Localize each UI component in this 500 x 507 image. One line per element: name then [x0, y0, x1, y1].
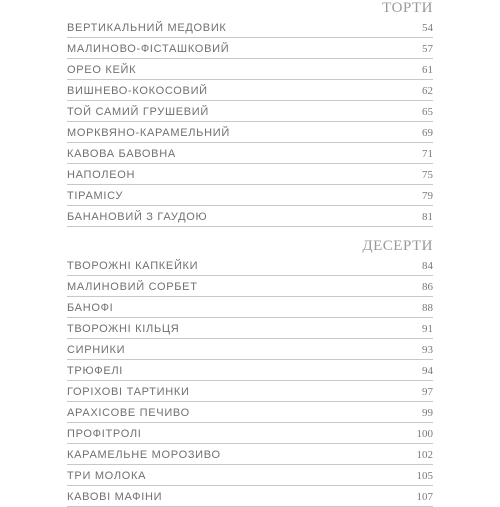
page-number: 84	[422, 260, 433, 272]
table-of-contents	[67, 0, 433, 507]
page-number: 99	[422, 407, 433, 419]
toc-entry[interactable]	[67, 360, 433, 381]
page-number: 65	[422, 106, 433, 118]
page-number: 62	[422, 85, 433, 97]
recipe-name: БАНОФІ	[67, 302, 114, 314]
page-number: 79	[422, 190, 433, 202]
recipe-name: ВЕРТИКАЛЬНИЙ МЕДОВИК	[67, 22, 227, 34]
recipe-name: ТВОРОЖНІ КІЛЬЦЯ	[67, 323, 180, 335]
page-number: 86	[422, 281, 433, 293]
page-number: 100	[416, 428, 433, 440]
recipe-name: ТРИ МОЛОКА	[67, 470, 147, 482]
toc-entry[interactable]	[67, 381, 433, 402]
page-number: 69	[422, 127, 433, 139]
recipe-name: БАНАНОВИЙ З ГАУДОЮ	[67, 211, 208, 223]
toc-entry[interactable]	[67, 423, 433, 444]
recipe-name: ТОЙ САМИЙ ГРУШЕВИЙ	[67, 106, 210, 118]
toc-entry[interactable]	[67, 17, 433, 38]
page-number: 88	[422, 302, 433, 314]
recipe-name: ВИШНЕВО-КОКОСОВИЙ	[67, 85, 208, 97]
toc-entry[interactable]	[67, 486, 433, 507]
recipe-name: СИРНИКИ	[67, 344, 126, 356]
page-number: 93	[422, 344, 433, 356]
recipe-name: ТРЮФЕЛІ	[67, 365, 124, 377]
toc-list	[67, 0, 433, 507]
recipe-name: ТВОРОЖНІ КАПКЕЙКИ	[67, 260, 199, 272]
toc-entry[interactable]	[67, 59, 433, 80]
page-number: 57	[422, 43, 433, 55]
page-number: 71	[422, 148, 433, 160]
section-gap	[67, 227, 433, 238]
page-number: 61	[422, 64, 433, 76]
toc-entry[interactable]	[67, 185, 433, 206]
toc-entry[interactable]	[67, 255, 433, 276]
toc-entry[interactable]	[67, 465, 433, 486]
recipe-name: ТІРАМІСУ	[67, 190, 124, 202]
page-number: 91	[422, 323, 433, 335]
toc-entry[interactable]	[67, 206, 433, 227]
recipe-name: ОРЕО КЕЙК	[67, 64, 137, 76]
page-number: 107	[416, 491, 433, 503]
toc-entry[interactable]	[67, 143, 433, 164]
recipe-name: МАЛИНОВИЙ СОРБЕТ	[67, 281, 198, 293]
toc-entry[interactable]	[67, 80, 433, 101]
toc-entry[interactable]	[67, 444, 433, 465]
toc-entry[interactable]	[67, 276, 433, 297]
page-number: 81	[422, 211, 433, 223]
page-number: 75	[422, 169, 433, 181]
recipe-name: АРАХІСОВЕ ПЕЧИВО	[67, 407, 190, 419]
recipe-name: КАРАМЕЛЬНЕ МОРОЗИВО	[67, 449, 221, 461]
page-number: 94	[422, 365, 433, 377]
toc-entry[interactable]	[67, 38, 433, 59]
recipe-name: МАЛИНОВО-ФІСТАШКОВИЙ	[67, 43, 230, 55]
recipe-name: ГОРІХОВІ ТАРТИНКИ	[67, 386, 190, 398]
page-number: 105	[416, 470, 433, 482]
recipe-name: НАПОЛЕОН	[67, 169, 136, 181]
toc-entry[interactable]	[67, 318, 433, 339]
toc-entry[interactable]	[67, 339, 433, 360]
section-title: ТОРТИ	[382, 0, 433, 16]
recipe-name: КАВОВІ МАФІНИ	[67, 491, 163, 503]
recipe-name: КАВОВА БАВОВНА	[67, 148, 176, 160]
toc-entry[interactable]	[67, 101, 433, 122]
toc-entry[interactable]	[67, 402, 433, 423]
toc-entry[interactable]	[67, 297, 433, 318]
page-number: 54	[422, 22, 433, 34]
page-number: 97	[422, 386, 433, 398]
toc-entry[interactable]	[67, 122, 433, 143]
page-number: 102	[416, 449, 433, 461]
recipe-name: МОРКВЯНО-КАРАМЕЛЬНИЙ	[67, 127, 230, 139]
recipe-name: ПРОФІТРОЛІ	[67, 428, 142, 440]
section-title: ДЕСЕРТИ	[362, 238, 433, 254]
toc-entry[interactable]	[67, 164, 433, 185]
